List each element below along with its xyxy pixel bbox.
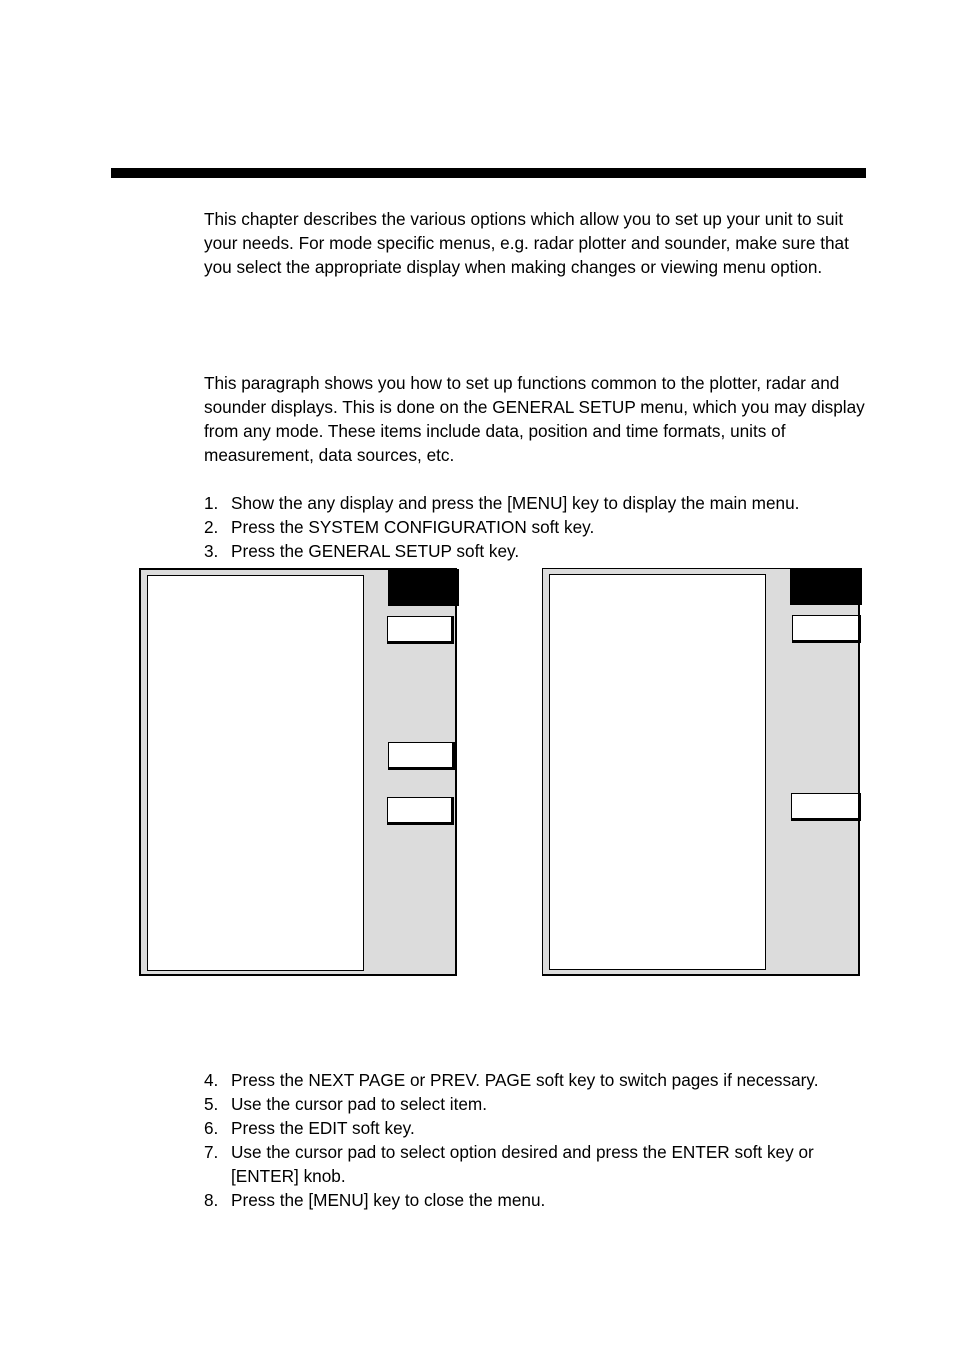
soft-key-2[interactable] bbox=[791, 793, 861, 821]
steps-list-1 bbox=[204, 491, 874, 563]
steps-list-2 bbox=[204, 1068, 874, 1212]
intro-paragraph: This chapter describes the various options which allow you to set up your unit to suit your needs. For mode specific menus, e.g. radar plotter and sounder, make sure that you select the appropriate display when making changes or viewing menu option. bbox=[204, 209, 849, 277]
list-item: 8. Press the [MENU] key to close the menu. bbox=[204, 1190, 546, 1210]
general-setup-paragraph: This paragraph shows you how to set up functions common to the plotter, radar and sounder displays. This is done on the GENERAL SETUP menu, which you may display from any mode. These items include data, position and time formats, units of measurement, data sources, etc. bbox=[204, 373, 865, 465]
list-item: 7. Use the cursor pad to select option desired and press the ENTER soft key or [ENTER] knob. bbox=[204, 1142, 814, 1186]
soft-key-3[interactable] bbox=[387, 797, 454, 825]
soft-key-title bbox=[790, 568, 862, 605]
list-item: 1. Show the any display and press the [MENU] key to display the main menu. bbox=[204, 493, 800, 513]
general-setup-screen-page-1 bbox=[139, 568, 457, 976]
soft-key-1[interactable] bbox=[792, 615, 861, 643]
menu-panel bbox=[549, 574, 766, 970]
list-item: 4. Press the NEXT PAGE or PREV. PAGE soft key to switch pages if necessary. bbox=[204, 1070, 819, 1090]
list-item: 2. Press the SYSTEM CONFIGURATION soft key. bbox=[204, 517, 595, 537]
soft-key-title bbox=[388, 569, 459, 606]
list-item: 5. Use the cursor pad to select item. bbox=[204, 1094, 488, 1114]
soft-key-1[interactable] bbox=[387, 616, 454, 644]
soft-key-2[interactable] bbox=[388, 742, 455, 770]
chapter-rule bbox=[111, 168, 866, 178]
list-item: 6. Press the EDIT soft key. bbox=[204, 1118, 415, 1138]
list-item: 3. Press the GENERAL SETUP soft key. bbox=[204, 541, 520, 561]
general-setup-screen-page-2 bbox=[542, 568, 860, 976]
menu-panel bbox=[147, 575, 364, 971]
